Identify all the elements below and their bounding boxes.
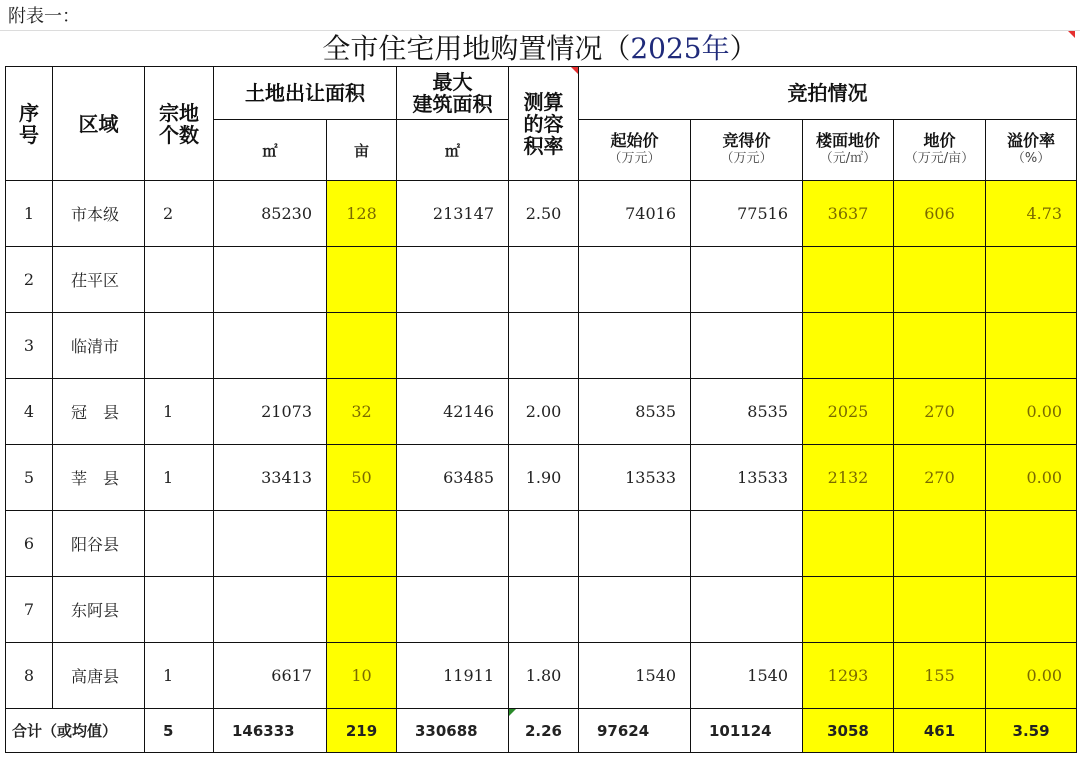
cell-land-price[interactable]: 606	[894, 181, 986, 247]
cell-area-m2[interactable]	[214, 247, 327, 313]
table-row	[6, 247, 1077, 313]
cell-build-area[interactable]: 213147	[397, 181, 509, 247]
header-row-1	[6, 67, 1077, 120]
header-land-price-label: 地价	[923, 131, 956, 150]
header-count-text: 宗地个数	[159, 100, 199, 147]
cell-land-price[interactable]	[894, 577, 986, 643]
cell-land-price[interactable]: 270	[894, 445, 986, 511]
cell-seq[interactable]: 8	[6, 643, 53, 709]
header-start-price	[579, 120, 691, 181]
cell-district[interactable]: 冠 县	[53, 379, 145, 445]
total-far-value: 2.26	[524, 721, 562, 740]
cell-count[interactable]: 1	[145, 379, 214, 445]
cell-count[interactable]: 1	[145, 445, 214, 511]
cell-start-price[interactable]	[579, 511, 691, 577]
cell-area-mu[interactable]	[327, 313, 397, 379]
header-count	[145, 67, 214, 181]
cell-land-price[interactable]	[894, 313, 986, 379]
cell-far[interactable]	[509, 511, 579, 577]
header-start-price-unit: （万元）	[608, 151, 661, 166]
header-seq	[6, 67, 53, 181]
header-premium-unit: （%）	[1011, 151, 1051, 166]
header-far-text: 测算的容积率	[523, 89, 564, 158]
header-start-price-label: 起始价	[610, 131, 659, 150]
cell-win-price[interactable]: 8535	[691, 379, 803, 445]
cell-premium[interactable]	[986, 577, 1077, 643]
header-premium-label: 溢价率	[1007, 131, 1056, 150]
cell-area-m2[interactable]: 85230	[214, 181, 327, 247]
table-row	[6, 313, 1077, 379]
header-far	[509, 67, 579, 181]
cell-area-m2[interactable]: 33413	[214, 445, 327, 511]
cell-win-price[interactable]	[691, 247, 803, 313]
total-area-mu[interactable]: 219	[327, 709, 397, 753]
cell-area-mu[interactable]: 32	[327, 379, 397, 445]
header-floor-price	[803, 120, 894, 181]
cell-win-price[interactable]: 1540	[691, 643, 803, 709]
cell-floor-price[interactable]	[803, 313, 894, 379]
cell-build-area[interactable]	[397, 511, 509, 577]
cell-floor-price[interactable]	[803, 577, 894, 643]
total-far[interactable]	[509, 709, 579, 753]
cell-build-area[interactable]	[397, 577, 509, 643]
cell-floor-price[interactable]	[803, 247, 894, 313]
cell-start-price[interactable]	[579, 577, 691, 643]
cell-win-price[interactable]	[691, 577, 803, 643]
header-premium	[986, 120, 1077, 181]
cell-seq[interactable]: 3	[6, 313, 53, 379]
total-win-price[interactable]: 101124	[691, 709, 803, 753]
cell-floor-price[interactable]	[803, 511, 894, 577]
cell-seq[interactable]: 4	[6, 379, 53, 445]
cell-start-price[interactable]: 74016	[579, 181, 691, 247]
cell-count[interactable]: 1	[145, 643, 214, 709]
cell-seq[interactable]: 1	[6, 181, 53, 247]
total-build-area[interactable]: 330688	[397, 709, 509, 753]
cell-district[interactable]: 茌平区	[53, 247, 145, 313]
title-close: ）	[729, 32, 758, 65]
cell-district[interactable]: 阳谷县	[53, 511, 145, 577]
cell-area-m2[interactable]	[214, 313, 327, 379]
attachment-label: 附表一：	[8, 6, 80, 27]
cell-build-area[interactable]	[397, 247, 509, 313]
table-title	[0, 31, 1080, 67]
cell-count[interactable]	[145, 511, 214, 577]
cell-premium[interactable]: 0.00	[986, 379, 1077, 445]
header-max-build-l2: 建筑面积	[412, 92, 493, 116]
cell-count[interactable]	[145, 247, 214, 313]
title-main: 全市住宅用地购置情况（	[322, 32, 631, 65]
cell-premium[interactable]	[986, 511, 1077, 577]
cell-win-price[interactable]: 13533	[691, 445, 803, 511]
cell-far[interactable]	[509, 313, 579, 379]
cell-area-mu[interactable]: 128	[327, 181, 397, 247]
total-land-price[interactable]: 461	[894, 709, 986, 753]
header-seq-text: 序号	[19, 100, 39, 147]
header-max-build	[397, 67, 509, 120]
header-land-area: 土地出让面积	[214, 67, 397, 120]
cell-count[interactable]: 2	[145, 181, 214, 247]
cell-floor-price[interactable]: 2025	[803, 379, 894, 445]
cell-count[interactable]	[145, 577, 214, 643]
total-row	[6, 709, 1077, 753]
total-label[interactable]: 合计（或均值）	[6, 709, 145, 753]
header-floor-price-unit: （元/㎡）	[819, 151, 877, 166]
comment-marker[interactable]	[1068, 31, 1075, 38]
cell-area-m2[interactable]	[214, 577, 327, 643]
cell-area-mu[interactable]: 10	[327, 643, 397, 709]
cell-build-area[interactable]: 42146	[397, 379, 509, 445]
title-year: 2025年	[630, 32, 730, 65]
header-unit-m2-build: ㎡	[397, 120, 509, 181]
cell-win-price[interactable]: 77516	[691, 181, 803, 247]
cell-premium[interactable]: 4.73	[986, 181, 1077, 247]
total-floor-price[interactable]: 3058	[803, 709, 894, 753]
cell-build-area[interactable]: 63485	[397, 445, 509, 511]
cell-start-price[interactable]: 1540	[579, 643, 691, 709]
table-row	[6, 379, 1077, 445]
cell-area-mu[interactable]	[327, 577, 397, 643]
cell-seq[interactable]: 7	[6, 577, 53, 643]
table-row	[6, 181, 1077, 247]
table-row	[6, 511, 1077, 577]
cell-win-price[interactable]	[691, 313, 803, 379]
total-area-m2[interactable]: 146333	[214, 709, 327, 753]
cell-land-price[interactable]	[894, 247, 986, 313]
cell-floor-price[interactable]: 3637	[803, 181, 894, 247]
cell-area-mu[interactable]	[327, 247, 397, 313]
cell-premium[interactable]: 0.00	[986, 445, 1077, 511]
header-win-price	[691, 120, 803, 181]
cell-premium[interactable]: 0.00	[986, 643, 1077, 709]
header-win-price-unit: （万元）	[720, 151, 773, 166]
cell-area-m2[interactable]: 21073	[214, 379, 327, 445]
cell-count[interactable]	[145, 313, 214, 379]
cell-floor-price[interactable]: 2132	[803, 445, 894, 511]
comment-marker[interactable]	[571, 67, 578, 74]
cell-area-m2[interactable]: 6617	[214, 643, 327, 709]
cell-seq[interactable]: 6	[6, 511, 53, 577]
cell-start-price[interactable]: 13533	[579, 445, 691, 511]
table-row	[6, 643, 1077, 709]
cell-far[interactable]	[509, 247, 579, 313]
land-purchase-table	[5, 66, 1077, 753]
cell-far[interactable]: 2.50	[509, 181, 579, 247]
cell-premium[interactable]	[986, 247, 1077, 313]
cell-far[interactable]	[509, 577, 579, 643]
header-unit-m2: ㎡	[214, 120, 327, 181]
cell-seq[interactable]: 2	[6, 247, 53, 313]
cell-area-mu[interactable]	[327, 511, 397, 577]
cell-district[interactable]: 东阿县	[53, 577, 145, 643]
header-floor-price-label: 楼面地价	[815, 131, 880, 150]
cell-premium[interactable]	[986, 313, 1077, 379]
header-auction: 竞拍情况	[579, 67, 1077, 120]
cell-start-price[interactable]	[579, 313, 691, 379]
header-max-build-l1: 最大	[432, 70, 473, 94]
cell-build-area[interactable]	[397, 313, 509, 379]
cell-start-price[interactable]	[579, 247, 691, 313]
cell-land-price[interactable]: 155	[894, 643, 986, 709]
cell-district[interactable]: 临清市	[53, 313, 145, 379]
header-unit-mu: 亩	[327, 120, 397, 181]
cell-floor-price[interactable]: 1293	[803, 643, 894, 709]
total-premium[interactable]: 3.59	[986, 709, 1077, 753]
header-land-price	[894, 120, 986, 181]
cell-far[interactable]: 2.00	[509, 379, 579, 445]
cell-district[interactable]: 市本级	[53, 181, 145, 247]
cell-far[interactable]: 1.80	[509, 643, 579, 709]
cell-district[interactable]: 高唐县	[53, 643, 145, 709]
cell-area-m2[interactable]	[214, 511, 327, 577]
error-marker[interactable]	[509, 709, 516, 716]
cell-win-price[interactable]	[691, 511, 803, 577]
cell-land-price[interactable]: 270	[894, 379, 986, 445]
header-win-price-label: 竞得价	[722, 131, 771, 150]
header-land-price-unit: （万元/亩）	[904, 151, 975, 166]
cell-area-mu[interactable]: 50	[327, 445, 397, 511]
cell-far[interactable]: 1.90	[509, 445, 579, 511]
cell-district[interactable]: 莘 县	[53, 445, 145, 511]
cell-seq[interactable]: 5	[6, 445, 53, 511]
total-start-price[interactable]: 97624	[579, 709, 691, 753]
cell-start-price[interactable]: 8535	[579, 379, 691, 445]
header-district: 区域	[53, 67, 145, 181]
total-count[interactable]: 5	[145, 709, 214, 753]
cell-land-price[interactable]	[894, 511, 986, 577]
table-row	[6, 577, 1077, 643]
table-row	[6, 445, 1077, 511]
cell-build-area[interactable]: 11911	[397, 643, 509, 709]
